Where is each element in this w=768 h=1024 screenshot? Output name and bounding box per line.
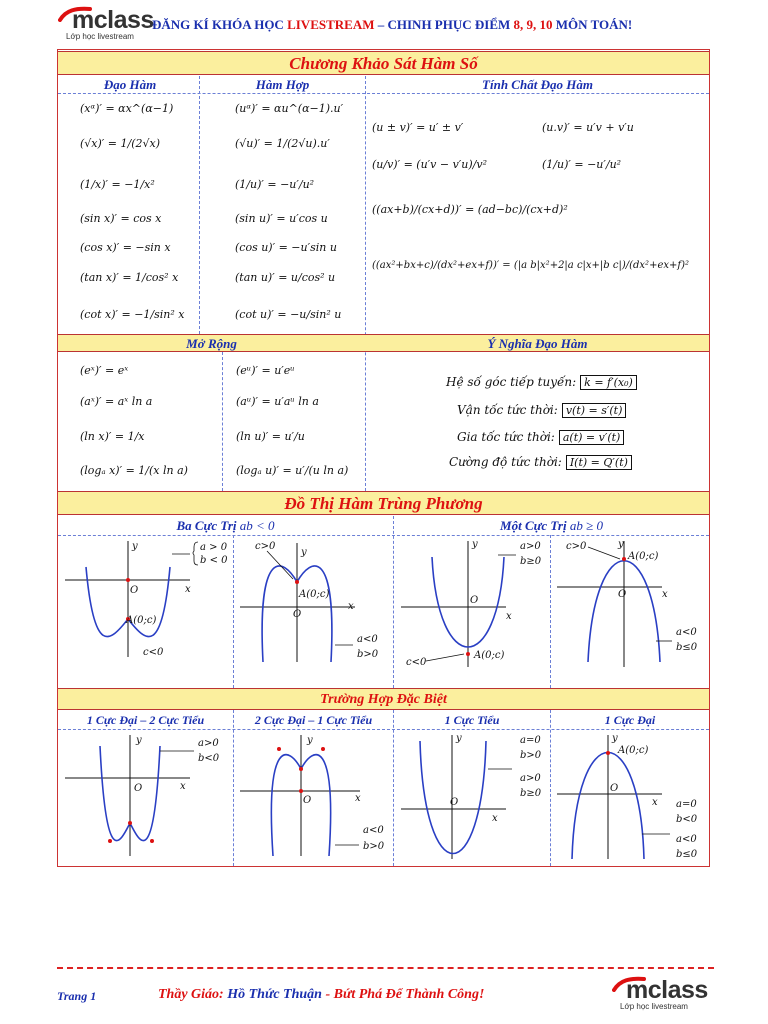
graph-three-extrema-down [235,537,395,687]
svg-text:O: O [618,589,627,600]
svg-text:b≤0: b≤0 [676,642,698,653]
formula-extension: (aᵘ)′ = u′aᵘ ln a [236,395,319,408]
formula-derivative: (√x)′ = 1/(2√x) [80,137,161,150]
svg-text:b≤0: b≤0 [676,849,698,860]
divider [233,710,234,866]
formula-derivative: (cos x)′ = −sin x [80,241,171,254]
formula-property: (u.v)′ = u′v + v′u [542,121,634,134]
svg-text:O: O [130,585,139,596]
svg-text:a<0: a<0 [676,627,697,638]
formula-derivative: (xᵅ)′ = αx^(α−1) [80,102,174,115]
col-title-special: 2 Cực Đại – 1 Cực Tiểu [254,713,373,727]
formula-property: ((ax+b)/(cx+d))′ = (ad−bc)/(cx+d)² [372,203,568,216]
svg-text:O: O [293,609,302,620]
svg-text:O: O [610,783,619,794]
col-title-extension: Mở Rộng [186,336,237,351]
formula-composite: (cot u)′ = −u/sin² u [235,308,342,321]
graph-special-4 [552,731,710,866]
logo-word: mclass [626,976,708,1004]
svg-text:y: y [618,539,624,550]
svg-text:a<0: a<0 [363,825,384,836]
formula-derivative: (sin x)′ = cos x [80,212,162,225]
svg-text:c<0: c<0 [143,647,164,658]
formula-extension: (logₐ u)′ = u′/(u ln a) [236,464,349,477]
graph-one-extremum-up [396,537,551,687]
svg-text:x: x [355,793,361,804]
col-title-special: 1 Cực Đại [604,713,656,727]
svg-text:y: y [307,735,313,746]
svg-text:a<0: a<0 [676,834,697,845]
svg-text:b<0: b<0 [676,814,698,825]
formula-extension: (aˣ)′ = aˣ ln a [80,395,153,408]
svg-text:x: x [492,813,498,824]
formula-derivative: (1/x)′ = −1/x² [80,178,155,191]
formula-composite: (sin u)′ = u′cos u [235,212,328,225]
logo-tagline: Lớp học livestream [620,1002,688,1011]
svg-text:b<0: b<0 [198,753,220,764]
svg-text:y: y [301,547,307,558]
divider [58,729,709,730]
svg-text:A(0;c): A(0;c) [618,745,649,756]
col-title-derivative: Đạo Hàm [103,77,157,92]
graph-special-3 [396,731,551,866]
col-title-special: 1 Cực Tiểu [444,713,500,727]
header-announcement: ĐĂNG KÍ KHÓA HỌC LIVESTREAM – CHINH PHỤC ĐIỂM 8, 9, 10 MÔN TOÁN! [152,17,633,32]
svg-text:x: x [185,584,191,595]
formula-derivative: (cot x)′ = −1/sin² x [80,308,185,321]
logo-tagline: Lớp học livestream [66,32,134,41]
svg-text:A(0;c): A(0;c) [628,551,659,562]
footer-logo [612,978,708,1011]
formula-extension: (ln x)′ = 1/x [80,430,145,443]
graph-one-extremum-down [552,537,710,687]
divider [365,76,366,491]
svg-text:x: x [348,601,354,612]
header-logo [58,8,154,41]
svg-text:A(0;c): A(0;c) [299,589,330,600]
svg-text:b>0: b>0 [520,750,542,761]
formula-derivative: (tan x)′ = 1/cos² x [80,271,179,284]
svg-text:c<0: c<0 [406,657,427,668]
logo-word: mclass [72,6,154,34]
svg-text:x: x [180,781,186,792]
svg-text:A(0;c): A(0;c) [474,650,505,661]
formula-property: (u ± v)′ = u′ ± v′ [372,121,464,134]
graph-special-1 [60,731,230,866]
svg-text:c>0: c>0 [255,541,276,552]
section4-title: Trường Hợp Đặc Biệt [58,688,709,710]
svg-text:O: O [450,797,459,808]
logo-swoosh-icon [58,6,98,22]
meaning-row: Vận tốc tức thời: v(t) = s′(t) [457,403,626,417]
sub-title-three-extrema: Ba Cực Trị ab < 0 [176,518,275,533]
svg-text:a>0: a>0 [520,541,541,552]
svg-text:b>0: b>0 [363,841,385,852]
svg-text:b≥0: b≥0 [520,556,542,567]
svg-text:y: y [456,733,462,744]
divider [222,352,223,491]
svg-text:y: y [136,735,142,746]
svg-text:a=0: a=0 [676,799,697,810]
col-title-properties: Tính Chất Đạo Hàm [482,77,593,92]
graph-three-extrema-up [60,537,230,687]
section1-title: Chương Khảo Sát Hàm Số [58,51,709,75]
col-title-special: 1 Cực Đại – 2 Cực Tiểu [86,713,205,727]
svg-text:A(0;c): A(0;c) [126,615,157,626]
svg-text:O: O [303,795,312,806]
formula-extension: (eᵘ)′ = u′eᵘ [236,364,295,377]
meaning-row: Gia tốc tức thời: a(t) = v′(t) [457,430,624,444]
formula-composite: (√u)′ = 1/(2√u).u′ [235,137,330,150]
svg-text:b≥0: b≥0 [520,788,542,799]
svg-text:a>0: a>0 [198,738,219,749]
svg-text:b < 0: b < 0 [200,555,228,566]
formula-extension: (eˣ)′ = eˣ [80,364,129,377]
svg-text:x: x [652,797,658,808]
formula-composite: (uᵅ)′ = αu^(α−1).u′ [235,102,344,115]
logo-swoosh-icon [612,976,652,992]
footer-slogan: Thầy Giáo: Hồ Thức Thuận - Bứt Phá Để Thành Công! [158,987,485,1002]
svg-text:y: y [472,539,478,550]
formula-composite: (cos u)′ = −u′sin u [235,241,337,254]
section3-title: Đồ Thị Hàm Trùng Phương [58,491,709,515]
formula-property: (u/v)′ = (u′v − v′u)/v² [372,158,488,171]
svg-text:y: y [612,733,618,744]
meaning-row: Hệ số góc tiếp tuyến: k = f′(x₀) [446,375,637,389]
svg-text:b>0: b>0 [357,649,379,660]
formula-composite: (tan u)′ = u/cos² u [235,271,336,284]
svg-text:O: O [134,783,143,794]
svg-text:a > 0: a > 0 [200,542,228,553]
divider [233,535,234,688]
svg-text:c>0: c>0 [566,541,587,552]
formula-extension: (logₐ x)′ = 1/(x ln a) [80,464,188,477]
svg-text:x: x [662,589,668,600]
formula-property: (1/u)′ = −u′/u² [542,158,622,171]
formula-composite: (1/u)′ = −u′/u² [235,178,315,191]
col-title-meaning: Ý Nghĩa Đạo Hàm [487,336,588,351]
svg-text:O: O [470,595,479,606]
footer-divider [57,967,714,969]
page-number: Trang 1 [57,989,97,1003]
divider [199,76,200,334]
divider [58,535,709,536]
col-title-composite: Hàm Hợp [255,77,310,92]
graph-special-2 [235,731,395,866]
sub-title-one-extremum: Một Cực Trị ab ≥ 0 [500,518,603,533]
svg-text:a>0: a>0 [520,773,541,784]
formula-extension: (ln u)′ = u′/u [236,430,305,443]
svg-text:y: y [132,541,138,552]
svg-text:a=0: a=0 [520,735,541,746]
formula-property: ((ax²+bx+c)/(dx²+ex+f))′ = (|a b|x²+2|a c|x+|b c|)/(dx²+ex+f)² [372,260,689,271]
svg-text:x: x [506,611,512,622]
svg-text:a<0: a<0 [357,634,378,645]
divider [58,93,709,94]
meaning-row: Cường độ tức thời: I(t) = Q′(t) [449,455,632,469]
